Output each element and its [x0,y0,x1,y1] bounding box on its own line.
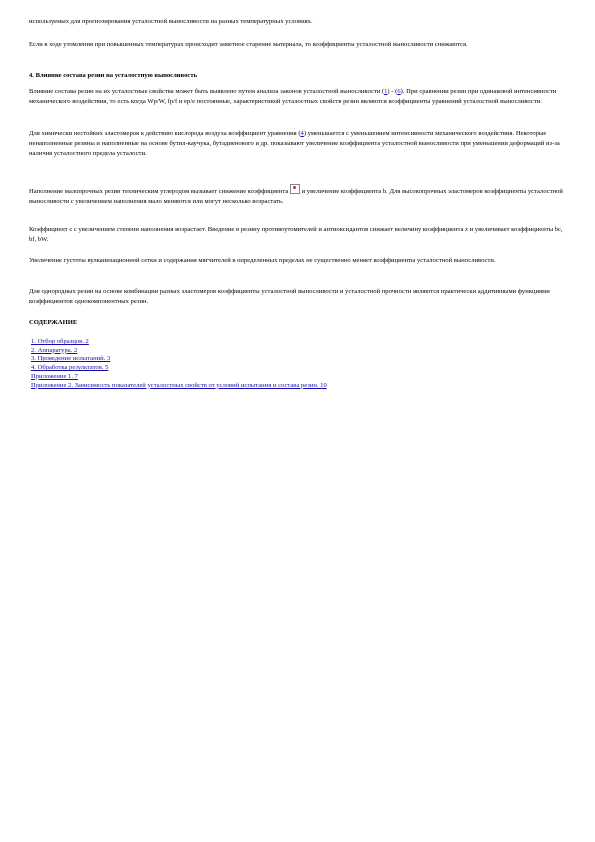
table-of-contents [31,338,327,390]
paragraph-unstable-elastomers [29,129,567,160]
toc-link-testing[interactable]: 3. Проведение испытаний. 3 [31,355,111,363]
paragraph-text: и увеличение коэффициента b. Для высокопрочных эластомеров коэффициенты усталостной выносливости с увеличением наполнения мало меняются или могут несколько возрастать. [29,188,563,206]
toc-link-appendix-2[interactable]: Приложение 2. Зависимость показателей усталостных свойств от условий испытания и состава резин. 10 [31,381,327,389]
paragraph-text: Увеличение густоты вулканизационной сетки и содержания мягчителей в определенных пределах не существенно меняет коэффициенты усталостной выносливости. [29,257,496,264]
toc-title [29,318,567,328]
paragraph-text: Наполнение малопрочных резин техническим углеродом вызывает снижение коэффициента [29,188,289,195]
paragraph-text: Для химически нестойких эластомеров к действию кислорода воздуха коэффициент уравнения ( [29,130,301,137]
equation-link-6[interactable]: 6 [397,88,401,95]
paragraph-text: ) - ( [387,88,398,95]
paragraph-text: Влияние состава резин на их усталостные свойства может быть выявлено путем анализа законов усталостной выносливости ( [29,88,385,95]
paragraph-text: ) уменьшается с уменьшением интенсивности механического воздействия. Некоторые ненаполненные резины и наполненные на основе бутил-каучука, бутадиенового и др. показывают увеличение коэффициента усталостной выносливости при уменьшении деформаций из-за наличия усталостного предела усталости. [29,130,560,158]
paragraph-text: Коэффициент с с увеличением степени наполнения возрастает. Введение в резину противоутомителей и антиоксидантов снижает величину коэффициента z и увеличивает коэффициенты bc, bf, bW. [29,226,563,244]
paragraph-composition-influence [29,87,567,107]
paragraph-text: ). При сравнении резин при одинаковой интенсивности механического воздействия, то есть когда Wp/W, fp/f и ep/e постоянные, характеристикой усталостных свойств резин являются коэффициенты уравнений усталостной выносливости. [29,88,557,106]
paragraph-vulcanization [29,256,567,266]
paragraph-aging [29,40,567,50]
paragraph-coefficient-c [29,225,567,245]
toc-link-sampling[interactable]: 1. Отбор образцов. 2 [31,338,89,345]
paragraph-text: используемых для прогнозирования усталостной выносливости на разных температурных условиях. [29,18,313,25]
paragraph-homogeneous-rubbers [29,287,567,307]
equation-link-4[interactable]: 4 [300,130,304,137]
toc-link-apparatus[interactable]: 2. Аппаратура. 2 [31,346,78,354]
toc-title-text: СОДЕРЖАНИЕ [29,319,78,326]
equation-link-1[interactable]: 1 [384,88,388,95]
toc-link-processing[interactable]: 4. Обработка результатов. 5 [31,364,109,372]
paragraph-continuation [29,17,567,27]
paragraph-filler [29,184,567,207]
paragraph-text: Если в ходе утомления при повышенных температурах происходит заметное старение материала, то коэффициенты усталостной выносливости снижаются. [29,41,468,48]
paragraph-text: Для однородных резин на основе комбинации разных эластомеров коэффициенты усталостной выносливости и усталостной прочности являются практически аддитивными функциями коэффициентов однокомпонентных резин. [29,288,550,306]
section-heading [29,71,567,81]
toc-link-appendix-1[interactable]: Приложение 1. 7 [31,372,78,380]
section-heading-text: 4. Влияние состава резин на усталостную выносливость [29,72,198,79]
broken-image-icon [290,184,300,194]
